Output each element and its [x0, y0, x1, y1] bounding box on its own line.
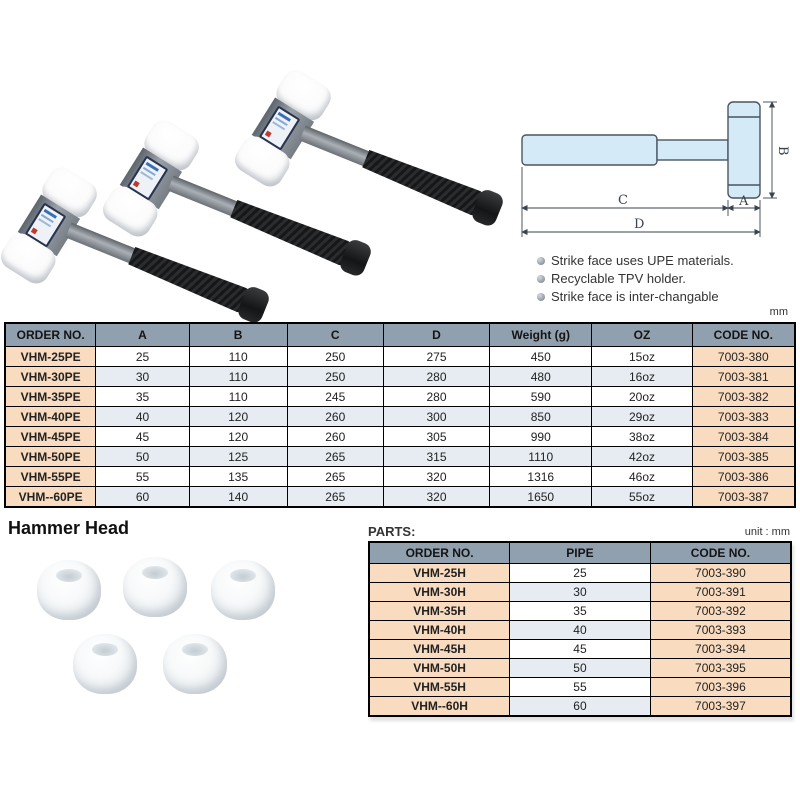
table-cell: 120 — [189, 407, 287, 427]
table-cell: 25 — [510, 564, 651, 583]
header-row — [369, 542, 791, 564]
table-cell: VHM-50H — [369, 659, 510, 678]
table-cell: 20oz — [592, 387, 692, 407]
table-cell: 30 — [96, 367, 189, 387]
table-cell: 850 — [490, 407, 592, 427]
table-cell: 125 — [189, 447, 287, 467]
table-cell: 320 — [383, 487, 489, 508]
table-cell: 7003-381 — [692, 367, 795, 387]
dim-label-b: B — [775, 146, 790, 156]
table-cell: 265 — [287, 447, 383, 467]
table-cell: VHM-55H — [369, 678, 510, 697]
table-cell: 110 — [189, 347, 287, 367]
table-row — [369, 621, 791, 640]
hammer-head-photo — [0, 545, 330, 725]
dim-label-a: A — [739, 194, 749, 209]
table-row — [369, 697, 791, 717]
table-cell: VHM-35PE — [5, 387, 96, 407]
table-cell: 280 — [383, 387, 489, 407]
table-cell: 7003-382 — [692, 387, 795, 407]
column-header: ORDER NO. — [369, 542, 510, 564]
table-cell: 590 — [490, 387, 592, 407]
table-row — [369, 583, 791, 602]
feature-item — [537, 253, 797, 268]
hammer-head-cap — [211, 560, 275, 620]
feature-text: Strike face is inter-changable — [551, 289, 719, 304]
hammer-head — [98, 115, 204, 241]
column-header: CODE NO. — [692, 323, 795, 347]
table-cell: VHM-30H — [369, 583, 510, 602]
table-cell: 110 — [189, 387, 287, 407]
table-cell: 55 — [96, 467, 189, 487]
table-cell: 300 — [383, 407, 489, 427]
column-header: CODE NO. — [650, 542, 791, 564]
table-cell: 16oz — [592, 367, 692, 387]
hammer-head-title: Hammer Head — [8, 518, 130, 538]
diagram-grip — [522, 135, 657, 165]
table-cell: 30 — [510, 583, 651, 602]
table-cell: 7003-392 — [650, 602, 791, 621]
table-cell: 50 — [96, 447, 189, 467]
hammer-head-cap — [163, 634, 227, 694]
table-cell: 40 — [510, 621, 651, 640]
table-cell: 7003-384 — [692, 427, 795, 447]
table-cell: 1110 — [490, 447, 592, 467]
bullet-icon — [537, 275, 545, 283]
parts-unit-label: unit : mm — [744, 526, 790, 538]
table-cell: VHM-25PE — [5, 347, 96, 367]
column-header: B — [189, 323, 287, 347]
bullet-icon — [537, 293, 545, 301]
hammer-shaft — [168, 176, 241, 218]
column-header: D — [383, 323, 489, 347]
hammer-head — [0, 162, 102, 288]
table-cell: 7003-385 — [692, 447, 795, 467]
table-cell: 45 — [96, 427, 189, 447]
table-cell: 480 — [490, 367, 592, 387]
table-cell: 280 — [383, 367, 489, 387]
table-cell: 7003-394 — [650, 640, 791, 659]
table-cell: 7003-387 — [692, 487, 795, 508]
column-header: PIPE — [510, 542, 651, 564]
table-row — [5, 407, 795, 427]
table-cell: VHM-35H — [369, 602, 510, 621]
parts-title: PARTS: — [368, 524, 416, 539]
table-row — [369, 640, 791, 659]
column-header: OZ — [592, 323, 692, 347]
table-cell: 40 — [96, 407, 189, 427]
dimension-diagram — [500, 85, 800, 255]
table-cell: VHM-25H — [369, 564, 510, 583]
hammer-shaft — [300, 126, 373, 168]
table-cell: 7003-390 — [650, 564, 791, 583]
feature-item — [537, 289, 797, 304]
table-cell: VHM--60H — [369, 697, 510, 717]
hammer-head-cap — [123, 557, 187, 617]
table-cell: VHM-40H — [369, 621, 510, 640]
table-cell: 110 — [189, 367, 287, 387]
feature-text: Strike face uses UPE materials. — [551, 253, 734, 268]
table-cell: 7003-386 — [692, 467, 795, 487]
feature-list — [537, 253, 797, 307]
column-header: A — [96, 323, 189, 347]
dim-label-c: C — [618, 193, 628, 208]
table-cell: 55 — [510, 678, 651, 697]
feature-item — [537, 271, 797, 286]
table-cell: 15oz — [592, 347, 692, 367]
table-row — [5, 347, 795, 367]
table-cell: VHM-30PE — [5, 367, 96, 387]
column-header: ORDER NO. — [5, 323, 96, 347]
table-cell: 45 — [510, 640, 651, 659]
table-cell: 38oz — [592, 427, 692, 447]
table-cell: 7003-383 — [692, 407, 795, 427]
table-cell: 305 — [383, 427, 489, 447]
table-cell: 25 — [96, 347, 189, 367]
column-header: Weight (g) — [490, 323, 592, 347]
table-row — [5, 367, 795, 387]
table-cell: 35 — [510, 602, 651, 621]
table-cell: 7003-397 — [650, 697, 791, 717]
table-cell: 320 — [383, 467, 489, 487]
table-cell: 260 — [287, 407, 383, 427]
table-cell: 29oz — [592, 407, 692, 427]
table-cell: 450 — [490, 347, 592, 367]
table-cell: 265 — [287, 487, 383, 508]
table-cell: 7003-396 — [650, 678, 791, 697]
table-cell: 7003-380 — [692, 347, 795, 367]
unit-label-mm: mm — [769, 306, 788, 318]
table-cell: 250 — [287, 367, 383, 387]
table-cell: 1316 — [490, 467, 592, 487]
table-cell: 1650 — [490, 487, 592, 508]
table-row — [5, 427, 795, 447]
table-cell: VHM-45H — [369, 640, 510, 659]
table-cell: 55oz — [592, 487, 692, 508]
table-cell: 42oz — [592, 447, 692, 467]
hammer-head-cap — [73, 634, 137, 694]
table-cell: 60 — [96, 487, 189, 508]
header-row — [5, 323, 795, 347]
table-row — [369, 602, 791, 621]
table-cell: 46oz — [592, 467, 692, 487]
parts-table — [368, 541, 792, 717]
diagram-neck — [657, 140, 728, 160]
table-cell: 245 — [287, 387, 383, 407]
table-cell: VHM-50PE — [5, 447, 96, 467]
feature-text: Recyclable TPV holder. — [551, 271, 686, 286]
spec-table — [4, 322, 796, 508]
table-cell: 265 — [287, 467, 383, 487]
table-row — [5, 467, 795, 487]
table-cell: VHM-55PE — [5, 467, 96, 487]
table-row — [369, 564, 791, 583]
table-cell: VHM-45PE — [5, 427, 96, 447]
table-cell: 7003-393 — [650, 621, 791, 640]
table-row — [5, 487, 795, 508]
table-cell: 60 — [510, 697, 651, 717]
hammer-head — [230, 65, 336, 191]
table-row — [369, 678, 791, 697]
table-cell: 990 — [490, 427, 592, 447]
table-cell: 315 — [383, 447, 489, 467]
table-cell: 7003-395 — [650, 659, 791, 678]
table-cell: VHM--60PE — [5, 487, 96, 508]
table-cell: 7003-391 — [650, 583, 791, 602]
table-cell: 140 — [189, 487, 287, 508]
table-cell: 250 — [287, 347, 383, 367]
table-cell: 35 — [96, 387, 189, 407]
table-cell: 120 — [189, 427, 287, 447]
table-cell: 135 — [189, 467, 287, 487]
table-row — [5, 387, 795, 407]
table-cell: VHM-40PE — [5, 407, 96, 427]
hammer-outline — [522, 102, 760, 198]
hammer-grip — [361, 147, 484, 217]
product-photo — [0, 0, 520, 330]
table-cell: 50 — [510, 659, 651, 678]
table-cell: 260 — [287, 427, 383, 447]
bullet-icon — [537, 257, 545, 265]
table-row — [5, 447, 795, 467]
table-row — [369, 659, 791, 678]
table-cell: 275 — [383, 347, 489, 367]
column-header: C — [287, 323, 383, 347]
dim-label-d: D — [634, 217, 645, 232]
hammer-head-cap — [37, 560, 101, 620]
